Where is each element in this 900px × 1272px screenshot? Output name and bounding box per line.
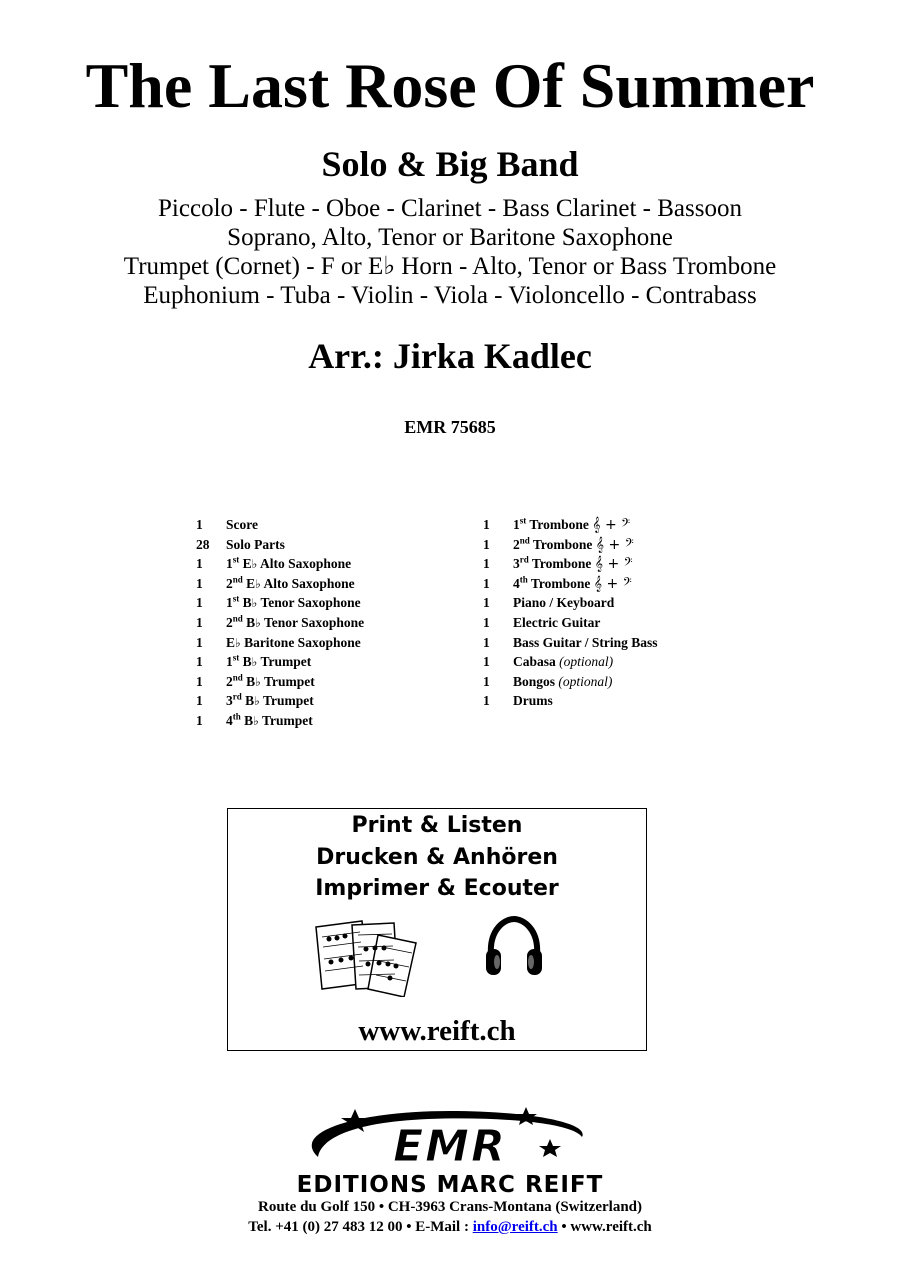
web-text: • www.reift.ch bbox=[557, 1219, 652, 1235]
part-ordinal-suffix: st bbox=[519, 515, 527, 526]
part-name bbox=[513, 535, 634, 556]
part-label: Baritone Saxophone bbox=[244, 634, 361, 650]
part-key: E bbox=[226, 634, 236, 650]
part-name bbox=[513, 691, 553, 711]
part-row bbox=[196, 613, 476, 633]
part-qty: 1 bbox=[483, 654, 490, 670]
part-name bbox=[226, 515, 258, 535]
part-name bbox=[513, 672, 612, 692]
part-ordinal-suffix: rd bbox=[232, 691, 242, 702]
part-ordinal-suffix: nd bbox=[232, 574, 243, 585]
part-name bbox=[226, 554, 351, 575]
part-qty: 1 bbox=[196, 595, 203, 611]
part-row bbox=[196, 691, 476, 711]
instrument-line: Euphonium - Tuba - Violin - Viola - Violoncello - Contrabass bbox=[143, 282, 757, 309]
page-title: The Last Rose Of Summer bbox=[85, 50, 815, 121]
part-qty: 1 bbox=[196, 712, 203, 728]
part-name bbox=[226, 633, 361, 654]
part-row bbox=[196, 574, 476, 594]
part-label: Trombone bbox=[529, 517, 589, 532]
part-key: B bbox=[244, 712, 254, 728]
part-label: Electric Guitar bbox=[513, 614, 601, 630]
part-label: Alto Saxophone bbox=[263, 575, 355, 591]
part-row bbox=[196, 672, 476, 692]
email-link[interactable]: info@reift.ch bbox=[472, 1219, 558, 1235]
part-label: Bongos bbox=[513, 673, 556, 689]
part-ordinal: 1 bbox=[226, 595, 233, 611]
part-qty: 1 bbox=[483, 634, 490, 650]
part-name bbox=[513, 633, 658, 653]
clef-icons: 𝄞 + 𝄢 bbox=[595, 536, 634, 553]
part-ordinal-suffix: th bbox=[519, 574, 528, 585]
part-row bbox=[196, 515, 476, 535]
flat-symbol: ♭ bbox=[251, 557, 258, 572]
publisher-name: EDITIONS MARC REIFT bbox=[296, 1172, 604, 1198]
part-name bbox=[226, 652, 311, 673]
clef-icons: 𝄞 + 𝄢 bbox=[592, 517, 631, 533]
part-ordinal: 3 bbox=[226, 693, 233, 709]
part-label: Bass Guitar / String Bass bbox=[513, 634, 658, 650]
instrument-list bbox=[0, 194, 900, 310]
flat-symbol: ♭ bbox=[251, 596, 258, 611]
clef-icons: 𝄞 + 𝄢 bbox=[594, 556, 633, 573]
part-row bbox=[483, 633, 743, 653]
part-name bbox=[226, 574, 355, 595]
part-row bbox=[483, 652, 743, 672]
part-row bbox=[483, 672, 743, 692]
part-ordinal: 2 bbox=[226, 575, 233, 591]
part-key: E bbox=[242, 556, 252, 572]
part-label: Piano / Keyboard bbox=[513, 595, 615, 611]
part-label: Trombone bbox=[530, 575, 591, 591]
part-ordinal-suffix: nd bbox=[519, 535, 530, 546]
part-qty: 1 bbox=[196, 556, 203, 572]
promo-line: Imprimer & Ecouter bbox=[315, 876, 559, 901]
clef-icons: 𝄞 + 𝄢 bbox=[593, 575, 632, 592]
part-qty: 1 bbox=[196, 634, 203, 650]
part-label: Trombone bbox=[531, 556, 592, 572]
part-name bbox=[513, 574, 632, 595]
phone-text: Tel. +41 (0) 27 483 12 00 • E-Mail : bbox=[248, 1219, 473, 1235]
part-note: (optional) bbox=[558, 673, 613, 689]
part-name bbox=[226, 711, 313, 732]
subtitle: Solo & Big Band bbox=[321, 144, 579, 184]
emr-logo bbox=[300, 1105, 600, 1171]
part-qty: 1 bbox=[196, 693, 203, 709]
promo-line: Drucken & Anhören bbox=[316, 845, 558, 870]
website-link[interactable]: www.reift.ch bbox=[358, 1015, 516, 1047]
part-row bbox=[483, 691, 743, 711]
flat-symbol: ♭ bbox=[255, 674, 261, 689]
part-ordinal: 2 bbox=[226, 614, 233, 630]
part-name bbox=[513, 593, 614, 613]
part-row bbox=[196, 633, 476, 653]
part-ordinal-suffix: nd bbox=[232, 613, 243, 624]
part-key: E bbox=[246, 575, 256, 591]
part-label: Score bbox=[226, 517, 258, 532]
part-ordinal-suffix: st bbox=[232, 593, 240, 604]
part-row bbox=[483, 574, 743, 594]
part-ordinal-suffix: th bbox=[232, 711, 241, 722]
part-qty: 1 bbox=[483, 575, 490, 591]
part-label: Tenor Saxophone bbox=[263, 614, 365, 630]
part-label: Trumpet bbox=[261, 712, 313, 728]
part-ordinal: 3 bbox=[513, 556, 520, 572]
part-name bbox=[226, 535, 285, 555]
part-row bbox=[483, 535, 743, 555]
print-listen-box bbox=[227, 808, 647, 1051]
part-name bbox=[226, 593, 361, 614]
part-key: B bbox=[246, 673, 256, 689]
part-qty: 1 bbox=[483, 556, 490, 572]
sheet-music-icon bbox=[312, 917, 422, 997]
part-row bbox=[483, 515, 743, 535]
part-name bbox=[513, 652, 613, 672]
instrument-line: Soprano, Alto, Tenor or Baritone Saxophone bbox=[227, 224, 673, 251]
part-ordinal: 4 bbox=[226, 712, 233, 728]
instrument-line: Piccolo - Flute - Oboe - Clarinet - Bass Clarinet - Bassoon bbox=[158, 195, 742, 222]
part-qty: 1 bbox=[483, 536, 490, 552]
part-label: Trumpet bbox=[262, 693, 314, 709]
part-label: Trumpet bbox=[260, 654, 312, 670]
part-label: Drums bbox=[513, 693, 553, 709]
flat-symbol: ♭ bbox=[255, 576, 261, 591]
flat-symbol: ♭ bbox=[235, 635, 241, 650]
part-ordinal: 1 bbox=[513, 517, 520, 532]
part-qty: 1 bbox=[196, 575, 203, 591]
promo-line: Print & Listen bbox=[351, 813, 523, 838]
part-qty: 1 bbox=[483, 673, 490, 689]
flat-symbol: ♭ bbox=[251, 655, 258, 670]
catalog-number: EMR 75685 bbox=[404, 417, 496, 437]
part-row bbox=[196, 554, 476, 574]
part-ordinal-suffix: st bbox=[232, 652, 240, 663]
part-name bbox=[226, 691, 314, 712]
part-row bbox=[483, 593, 743, 613]
part-ordinal-suffix: rd bbox=[519, 554, 529, 565]
part-key: B bbox=[246, 614, 256, 630]
arranger: Arr.: Jirka Kadlec bbox=[308, 336, 592, 376]
part-qty: 1 bbox=[483, 614, 490, 630]
part-label: Trombone bbox=[532, 536, 593, 552]
part-row bbox=[196, 593, 476, 613]
part-ordinal: 2 bbox=[226, 673, 233, 689]
part-qty: 1 bbox=[483, 595, 490, 611]
flat-symbol: ♭ bbox=[253, 713, 259, 728]
part-key: B bbox=[242, 654, 252, 670]
part-qty: 1 bbox=[196, 654, 203, 670]
publisher-address: Route du Golf 150 • CH-3963 Crans-Montana (Switzerland) bbox=[258, 1199, 642, 1215]
part-ordinal-suffix: st bbox=[232, 554, 240, 565]
flat-symbol: ♭ bbox=[255, 615, 261, 630]
part-row bbox=[196, 652, 476, 672]
part-note: (optional) bbox=[559, 654, 614, 670]
part-ordinal-suffix: nd bbox=[232, 672, 243, 683]
part-ordinal: 1 bbox=[226, 556, 233, 572]
part-row bbox=[483, 613, 743, 633]
part-qty: 28 bbox=[196, 536, 210, 552]
part-key: B bbox=[242, 595, 252, 611]
headphones-icon bbox=[483, 915, 545, 979]
part-label: Solo Parts bbox=[226, 536, 285, 552]
part-row bbox=[196, 535, 476, 555]
parts-list-left bbox=[196, 515, 476, 731]
part-name bbox=[226, 613, 364, 634]
part-name bbox=[513, 515, 630, 536]
part-qty: 1 bbox=[483, 517, 490, 532]
part-label: Tenor Saxophone bbox=[260, 595, 361, 611]
instrument-line: Trumpet (Cornet) - F or E♭ Horn - Alto, Tenor or Bass Trombone bbox=[123, 253, 777, 280]
part-label: Cabasa bbox=[513, 654, 556, 670]
part-row bbox=[196, 711, 476, 731]
part-qty: 1 bbox=[196, 614, 203, 630]
part-ordinal: 2 bbox=[513, 536, 520, 552]
part-qty: 1 bbox=[196, 517, 203, 532]
part-qty: 1 bbox=[483, 693, 490, 709]
flat-symbol: ♭ bbox=[254, 694, 260, 709]
part-label: Alto Saxophone bbox=[259, 556, 352, 572]
part-name bbox=[513, 554, 633, 575]
part-row bbox=[483, 554, 743, 574]
part-label: Trumpet bbox=[263, 673, 315, 689]
part-key: B bbox=[245, 693, 255, 709]
part-qty: 1 bbox=[196, 673, 203, 689]
contact-line bbox=[0, 1218, 900, 1237]
parts-list-right bbox=[483, 515, 743, 711]
part-ordinal: 4 bbox=[513, 575, 520, 591]
part-name bbox=[226, 672, 315, 693]
part-ordinal: 1 bbox=[226, 654, 233, 670]
logo-text: EMR bbox=[393, 1121, 507, 1171]
part-name bbox=[513, 613, 600, 633]
